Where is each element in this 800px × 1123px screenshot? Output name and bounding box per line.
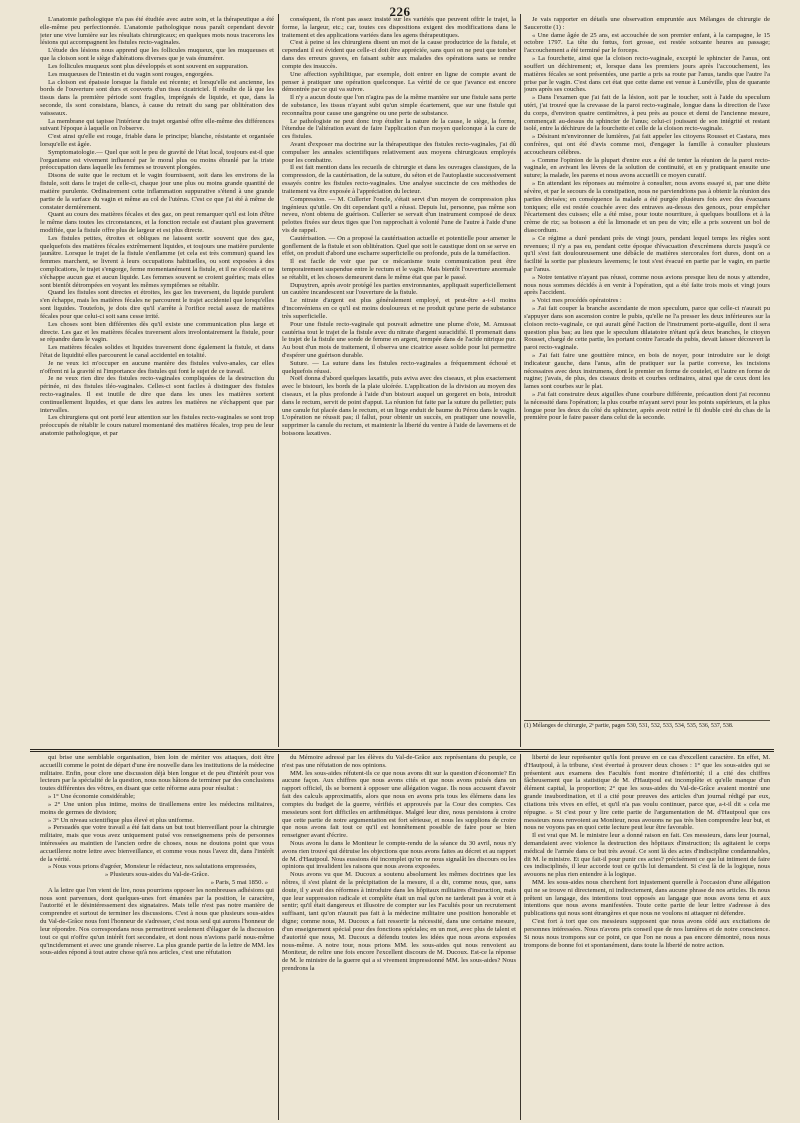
paragraph: Les choses sont bien différentes dès qu'il existe une communication plus large et directe. Les gaz et les matières fécales traversent alors involontairement la fistule, pour se répandre dans le vagin. [40,320,274,344]
paragraph: Disons de suite que le rectum et le vagin fournissent, soit dans les environs de la fistule, soit dans le trajet de celle-ci, chaque jour une plus ou moins grande quantité de matière purulente. Ordinairement cette inflammation suppurative s'étend à une grande partie de la surface du vagin et même au col de l'utérus. C'est ce que j'ai été à même de constater dernièrement. [40,172,274,211]
paragraph: Je ne veux ici m'occuper en aucune manière des fistules vulvo-anales, car elles n'offrent ni la gravité ni l'importance des fistules qui font le sujet de ce travail. [40,359,274,375]
paragraph: » Désirant m'environner de lumières, j'ai fait appeler les citoyens Rousset et Castara, mes confrères, qui ont été d'avis comme moi, d'engager la famille à consulter plusieurs accoucheurs célèbres. [524,133,770,156]
paragraph: Il n'y a aucun doute que l'on n'agira pas de la même manière sur une fistule sans perte de substance, les tissus n'ayant subi qu'un simple écartement, que sur une fistule qui reconnaîtra pour cause une gangrène ou une perte de substance. [282,94,516,117]
section-divider [30,749,774,750]
paragraph: » La fourchette, ainsi que la cloison recto-vaginale, excepté le sphincter de l'anus, ont souffert un déchirement; et, lorsque dans les premiers jours après l'accouchement, les matières fécales se sont présentées, une partie a pris sa route par l'anus, tandis que l'autre l'a prise par le vagin. C'est dans cet état que cette dame est venue à Lunéville, plus de quarante jours après ses couches. [524,55,770,94]
column-divider [278,754,279,1120]
paragraph: Suture. — La suture dans les fistules recto-vaginales a fréquemment échoué et quelquefois réussi. [282,359,516,375]
paragraph: » Nous vous prions d'agréer, Monsieur le rédacteur, nos salutations empressées, [48,863,257,871]
paragraph: » 2° Une union plus intime, moins de tiraillemens entre les médecins militaires, moins de germes de division; [40,800,274,816]
paragraph: Le nitrate d'argent est plus généralement employé, et peut-être a-t-il moins d'inconvéniens en ce qu'il est moins douloureux et ne produit qu'une perte de substance très superficielle. [282,297,516,320]
bottom-column-2 [282,754,516,1120]
paragraph: qui brise une semblable organisation, bien loin de mériter vos attaques, doit être accueilli comme le point de départ d'une ère nouvelle dans les institutions de la médecine militaire. Enfin, pour clore une discussion déjà bien longue et de peu d'intérêt pour vos lecteurs par la spécialité de la question, nous nous hâtons de terminer par des conclusions toutes différentes des vôtres, en disant que cette réforme aura pour résultat : [40,754,274,793]
paragraph: Cautérisation. — On a proposé la cautérisation actuelle et potentielle pour amener le gonflement de la fistule et son oblitération. Quel que soit le caustique dont on se serve en effet, on produit d'abord une escharre superficielle ou profonde, puis de la tuméfaction. [282,234,516,258]
paragraph: » Dans l'examen que j'ai fait de la lésion, soit par le toucher, soit à l'aide du speculum utéri, j'ai trouvé que la crevasse de la paroi recto-vaginale, longue dans la direction de l'axe du corps, d'environ quatre centimètres, à peu près au pouce et demi de l'ancienne mesure, commençait au-dessus du sphincter de l'anus; celui-ci jouissant de son intégrité et restant isolé, entre la déchirure de la fourchette et celle de la cloison recto-vaginale. [524,94,770,133]
paragraph: » 1° Une économie considérable; [48,793,135,801]
paragraph: « Une dame âgée de 25 ans, est accouchée de son premier enfant, à la campagne, le 15 octobre 1797. La tête du fœtus, fort grosse, est restée soixante heures au passage; l'accouchement a été terminé par le forceps. [524,31,770,55]
paragraph: Nous avons lu dans le Moniteur le compte-rendu de la séance du 30 avril, nous n'y avons rien trouvé qui détruise les objections que nous avons faites au décret et au rapport de M. d'Hautpoul. Nous eussions été incomplet qu'on ne nous signalât les discours ou les opinions qui invalident les raisons que nous avons exposées. [282,839,516,871]
paragraph: C'est ainsi qu'elle est rouge, friable dans le principe; blanche, résistante et organisée lorsqu'elle est âgée. [40,133,274,148]
top-column-3 [524,16,770,718]
bottom-column-1 [40,754,274,1120]
paragraph: Compression. — M. Cullerier l'oncle, s'était servi d'un moyen de compression plus ingénieux qu'utile. On dit cependant qu'il a réussi. Depuis lui, personne, pas même son neveu, n'ont obtenu de guérison. Cullerier se servait d'un instrument composé de deux pelottes fixées sur deux tiges que l'on rapprochait à volonté l'une de l'autre à l'aide d'une vis de rappel. [282,195,516,234]
paragraph: A la lettre que l'on vient de lire, nous pourrions opposer les nombreuses adhésions qui nous sont parvenues, dont quelques-unes fort émanées par la position, le caractère, l'autorité et le désintéressement des signataires. Mais telle n'est pas notre manière de comprendre et surtout de terminer les discussions. C'est à nous que plusieurs sous-aides du Val-de-Grâce nous font l'honneur de s'adresser, c'est nous seul qui aurons l'honneur de leur répondre. Nos correspondans nous permettront seulement d'élaguer de la discussion tout ce qui n'offre qu'un intérêt fort secondaire, et dont nous n'avions parlé nous-même qu'incidemment et avec une grande réserve. La plus grande partie de la lettre de MM. les sous-aides répond à tout autre chose qu'à nos articles, c'est une réfutation [40,886,274,957]
paragraph: » J'ai fait construire deux aiguilles d'une courbure différente, précaution dont j'ai reconnu la nécessité dans l'opération; la plus courbe m'ayant servi pour les points supérieurs, et la plus longue pour les deux du côté du sphincter, après avoir retiré le fil double ciré du chas de la première pour le faire passer dans celui de la seconde. [524,391,770,422]
paragraph: Nous avons vu que M. Ducoux a soutenu absolument les mêmes doctrines que les nôtres, il s'est plaint de la précipitation de la mesure, il a dit, comme nous, que, sans doute, il y avait des réformes à introduire dans les hôpitaux militaires d'instruction, mais que leur suppression radicale et complète était un mal qu'on ne tarderait pas à voir et à sentir; qu'il était dangereux et illusoire de compter sur les Facultés pour un recrutement suffisant, tant qu'on n'aurait pas fait à la médecine militaire une position honorable et digne; comme nous, M. Ducoux a fait ressortir la nécessité, dans une certaine mesure, d'un enseignement spécial pour des fonctions spéciales; en un mot, avec plus de talent et d'autorité que nous, M. Ducoux a défendu toutes les idées que nous avons exposées nous-même. A notre tour, nous prions MM. les sous-aides qui nous renvoient au Moniteur, de relire une fois encore l'excellent discours de M. Ducoux. Est-ce la réponse de M. le ministre de la guerre qui a si vivement impressionné MM. les sous-aides? Nous prendrons la [282,871,516,972]
paragraph: du Mémoire adressé par les élèves du Val-de-Grâce aux représentans du peuple, ce n'est pas une réfutation de nos opinions. [282,754,516,769]
paragraph: MM. les sous-aides nous cherchent fort injustement querelle à l'occasion d'une allégation qui ne se trouve ni directement, ni indirectement, dans aucune phrase de nos articles. Ils nous prêtent un langage, des intentions tout opposés au langage que nous avons tenu et aux intentions que nous avons manifestées. Toute cette partie de leur lettre s'adresse à des publications qui nous sont étrangères et que nous ne voulons ni attaquer ni défendre. [524,879,770,918]
paragraph: » Ce régime a duré pendant près de vingt jours, pendant lequel temps les règles sont revenues; il n'y a pas eu, pendant cette époque d'évacuation d'excrémens durcis jusqu'à ce qu'il s'est fait douloureusement une débâcle de matières stercorales fort dures, dont on a facilité la sortie par plusieurs lavemens; le tout s'est évacué en partie par le vagin, en partie par l'anus. [524,234,770,273]
paragraph: conséquent, ils n'ont pas assez insisté sur les variétés que peuvent offrir le trajet, la forme, la largeur, etc.; car, toutes ces dispositions exigent des modifications dans le traitement et des applications variées dans les agens thérapeutiques. [282,16,516,39]
paragraph: » J'ai fait faire une gouttière mince, en bois de noyer, pour introduire sur le doigt indicateur gauche, dans l'anus, afin de pratiquer sur la partie convexe, les incisions nécessaires avec deux instrumens, dont le premier en forme de coutelet, et l'autre en forme de rugine; j'avais, de plus, des ciseaux droits et courbes ordinaires, ainsi que de ceux dont les lames sont courbes sur le plat. [524,351,770,391]
paragraph: Il est fait mention dans les recueils de chirurgie et dans les ouvrages classiques, de la compression, de la cautérisation, de la suture, du séton et de l'autoplastie successivement essayés contre les fistules recto-vaginales. Une analyse succincte de ces méthodes de traitement va être exposée à l'appréciation du lecteur. [282,164,516,195]
paragraph: » Persuadés que votre travail a été fait dans un but tout bienveillant pour la chirurgie militaire, mais que vous avez uniquement puisé vos renseignemens près de personnes intéressées au maintien de l'ancien ordre de choses, nous ne doutons point que vous accueillerez notre lettre avec bienveillance, et comme vous nous l'avez dit, dans l'intérêt de la vérité. [40,824,274,863]
page-number: 226 [389,4,411,19]
section-divider [30,751,774,752]
paragraph: C'est à peine si les chirurgiens disent un mot de la cause productrice de la fistule, et cependant il est évident que celle-ci doit être appréciée, sans quoi on ne peut que tomber dans des erreurs graves, en faisant subir aux malades des opérations sans se rendre compte des insuccès. [282,39,516,70]
paragraph: Quant au cours des matières fécales et des gaz, on peut remarquer qu'il est loin d'être le même dans toutes les circonstances, et la fonction rectale est d'autant plus gravement modifiée, que la fistule offre plus de largeur et est plus directe. [40,211,274,234]
paragraph: Symptomatologie.— Quel que soit le peu de gravité de l'état local, toujours est-il que l'organisme est vivement influencé par le moral plus ou moins ébranlé par la triste préoccupation dans laquelle les femmes se trouvent plongées. [40,148,274,172]
paragraph: Les fistules petites, étroites et obliques ne laissent sortir souvent que des gaz, quelquefois des matières fécales extrêmement liquides, et toujours une matière purulente jaunâtre. Lorsque le trajet de la fistule s'enflamme (et cela est très commun) quand les femmes marchent, se livrent à leurs occupations habituelles, ou sont exposées à des complications, le trajet s'engorge, ferme momentanément la fistule, et il ne s'écoule et ne s'échappe aucun gaz et aucun liquide. Les femmes souvent se croient guéries; mais elles sont bientôt détrompées en voyant les mêmes symptômes se rétablir. [40,234,274,289]
paragraph: » 3° Un niveau scientifique plus élevé et plus uniforme. [48,816,194,824]
paragraph: Les follicules muqueux sont plus développés et sont souvent en suppuration. [48,62,249,70]
paragraph: Une affection syphilitique, par exemple, doit entrer en ligne de compte avant de penser à pratiquer une opération quelconque. La vérité de ce que j'avance est encore démontrée par ce qui va suivre. [282,70,516,94]
paragraph: Il est vrai que M. le ministre leur a donné raison en fait. Ces messieurs, dans leur journal, demandaient avec violence la destruction des hôpitaux d'instruction; ils agitaient le corps médical de l'armée dans ce but très avoué. Ce sont là des actes d'indiscipline condamnables, dit M. le ministre. Et que fait-il pour punir ces actes? précisément ce que lui intiment de faire ces indisciplinés, il leur accorde tout ce qu'ils lui demandent. Si c'est là de la logique, nous avouons ne plus rien entendre à la logique. [524,832,770,879]
paragraph: » En attendant les réponses au mémoire à consulter, nous avons essayé si, par une diète sévère, et par le secours de la constipation, nous ne parviendrions pas à obtenir la réunion des parties divisées; en conséquence la malade a été purgée plusieurs fois avec des évacuans toniques; elle est restée couchée avec des entraves au-dessus des genoux, pour empêcher l'écartement des cuisses; elle a été mise, pour toute nourriture, à quelques bouillons et à la crème de riz; sa boisson a été la limonade et un peu de vin; elle a pris souvent un bol de diascordium. [524,180,770,234]
paragraph: Les matières fécales solides et liquides traversent donc également la fistule, et dans l'état de liquidité elles parcourent le canal accidentel en totalité. [40,344,274,359]
column-divider [278,14,279,747]
top-column-2 [282,16,516,746]
paragraph: » Plusieurs sous-aides du Val-de-Grâce. [104,871,210,879]
paragraph: » Notre tentative n'ayant pas réussi, comme nous avions presque lieu de nous y attendre, nous nous sommes décidés à en venir à l'opération, qui a été faite trois mois et vingt jours après l'accident. [524,273,770,297]
paragraph: La cloison est épaissie lorsque la fistule est récente; et lorsqu'elle est ancienne, les bords de l'ouverture sont durs et couverts d'un tissu cicatriciel. Il résulte de là que les tissus dans la première période sont fragiles, imprégnés de liquide, et que, dans la seconde, ils sont consistans, blancs, à cause du retrait du sang par oblitération des vaisseaux. [40,78,274,117]
paragraph: » Paris, 5 mai 1850. » [210,879,268,886]
paragraph: Le pathologiste ne peut donc trop étudier la nature de la cause, le siège, la forme, l'étendue de l'altération avant de faire l'application d'un moyen quelconque à la cure de ces fistules. [282,117,516,141]
paragraph: Je ne veux rien dire des fistules recto-vaginales compliquées de la destruction du périnée, ni des fistules iléo-vaginales. Celles-ci sont faciles à distinguer des fistules recto-vaginales. Il est inutile de dire que dans les unes les matières sortent continuellement liquides, et que dans les autres les matières ne s'échappent que par intervalles. [40,375,274,414]
top-column-1 [40,16,274,746]
footnote: (1) Mélanges de chirurgie, 2ᵉ partie, pages 530, 531, 532, 533, 534, 535, 536, 537, 538. [524,720,770,730]
paragraph: Il est facile de voir que par ce mécanisme toute communication peut être temporairement suspendue entre le rectum et le vagin. Mais bientôt l'ouverture anormale se rétablit, et les choses demeurent dans le même état que par le passé. [282,258,516,281]
paragraph: » Comme l'opinion de la plupart d'entre eux a été de tenter la réunion de la paroi recto-vaginale, en avivant les lèvres de la solution de continuité, et en y pratiquant ensuite une suture; la malade, les parens et nous avons accueilli ce moyen curatif. [524,156,770,180]
paragraph: L'étude des lésions nous apprend que les follicules muqueux, que les muqueuses et que la cloison sont le siège d'altérations diverses que je vais énumérer. [40,47,274,63]
paragraph: Les muqueuses de l'intestin et du vagin sont rouges, engorgées. [48,70,214,78]
paragraph: Je vais rapporter en détails une observation empruntée aux Mélanges de chirurgie de Saucerotte (1) : [524,16,770,31]
paragraph: Les chirurgiens qui ont porté leur attention sur les fistules recto-vaginales se sont trop préoccupés de rétablir le cours naturel momentané des matières fécales, trop peu de leur anatomie pathologique, et par [40,414,274,438]
paragraph: liberté de leur représenter qu'ils font preuve en ce cas d'excellent caractère. En effet, M. d'Hautpoul, à la tribune, s'est évertué à prouver deux choses : 1° que les sous-aides qui se présentent aux examens des Facultés font montre d'infériorité; il a cité des chiffres fâcheusement que la statistique de M. d'Hautpoul est incomplète et qu'elle manque d'un élément capital, la proportion; 2° que les sous-aides du Val-de-Grâce avaient montré une grande insubordination, et il a cité pour preuves des articles d'un journal rédigé par eux, citations très vives en effet, et qu'il n'a pas voulu continuer, parce que, a-t-il dit « cela me répugne. » Si c'est pour y lire cette partie de l'argumentation de M. d'Hautpoul que ces messieurs nous renvoient au Moniteur, nous avouons ne pas très bien comprendre leur but, et nous ne voyons pas en quoi cette lecture peut leur être favorable. [524,754,770,832]
paragraph: C'est fort à tort que ces messieurs supposent que nous avons cédé aux excitations de personnes intéressées. Nous n'avons pris conseil que de nos lumières et de notre conscience. Si nous nous trompons sur ce point, ce que l'on ne nous a pas encore démontré, nous nous trompons de bonne foi et spontanément, dans toute la liberté de notre action. [524,918,770,949]
paragraph: Dupuytren, après avoir protégé les parties environnantes, appliquait superficiellement un cautère incandescent sur l'ouverture de la fistule. [282,281,516,297]
paragraph: Avant d'exposer ma doctrine sur la thérapeutique des fistules recto-vaginales, j'ai dû compulser les annales scientifiques relativement aux moyens chirurgicaux employés pour les combattre. [282,141,516,164]
paragraph: Quand les fistules sont directes et étroites, les gaz les traversent, du liquide purulent s'en échappe, mais les matières fécales ne parcourent le trajet accidentel que lorsqu'elles sont liquides. Toutefois, je dois dire qu'il s'arrête à l'orifice rectal assez de matières fécales pour que celui-ci soit sans cesse irrité. [40,289,274,320]
column-divider [520,754,521,1120]
paragraph: MM. les sous-aides réfutent-ils ce que nous avons dit sur la question d'économie? En aucune façon. Aux chiffres que nous avons cités et que nous avons puisés dans un rapport officiel, ils se bornent à opposer une allégation vague. Ils nous accusent d'avoir fait des calculs approximatifs, alors que nous en avons pris tous les élémens dans les comptes du budget de la guerre, vérifiés et approuvés par la Cour des comptes. Ces messieurs sont fort difficiles en arithmétique. Malgré leur dire, nous persistons à croire que cette partie de notre argumentation est fort sérieuse, et nous les supplions de croire que nous avons fait tout ce qu'il est honnêtement possible de faire pour se bien renseigner avant d'écrire. [282,769,516,840]
paragraph: La membrane qui tapisse l'intérieur du trajet organisé offre elle-même des différences suivant l'époque à laquelle on l'observe. [40,117,274,133]
column-divider [520,14,521,747]
paragraph: Noël donna d'abord quelques laxatifs, puis aviva avec des ciseaux, et plus exactement avec le bistouri, les bords de la plaie ulcérée. L'application de la division au moyen des ciseaux, et la plus profonde à l'aide d'un bistouri auquel un gorgeret en bois, introduit dans le rectum, servit de point d'appui. La réunion fut faite par la suture du pelletier; puis une canule fut placée dans le rectum, et un linge enduit de baume du Pérou dans le vagin. L'opération ne réussit pas; il fallut, pour obtenir un succès, en pratiquer une nouvelle, supprimer la canule du rectum, et maintenir la liberté du ventre à l'aide de lavemens et de boissons laxatives. [282,375,516,438]
paragraph: Pour une fistule recto-vaginale qui pouvait admettre une plume d'oie, M. Amussat cautérisa tout le trajet de la fistule avec du nitrate d'argent suracidifié. Il promenait dans le trajet de la fistule une sonde de femme en argent, trempée dans de l'acide nitrique pur. Au bout d'un mois de traitement, il observa une cicatrice assez solide pour lui permettre d'espérer une guérison durable. [282,320,516,359]
paragraph: » J'ai fait couper la branche ascendante de mon speculum, parce que celle-ci n'aurait pu s'appuyer dans son ascension contre le pubis, qu'elle ne l'a presser les deux inférieures sur la cloison recto-vaginale, ce qui aurait gêné l'action de l'instrument porte-aiguille, dont il sera question plus bas; au lieu que le speculum dilatatoire n'étant qu'à deux branches, le citoyen Rousset, chargé de cette partie, les portant contre l'arcade du pubis, devait laisser découvert la paroi recto-vaginale. [524,305,770,352]
bottom-column-3 [524,754,770,1120]
paragraph: » Voici mes procédés opératoires : [532,297,622,305]
paragraph: L'anatomie pathologique n'a pas été étudiée avec autre soin, et la thérapeutique a été elle-même peu perfectionnée. L'anatomie pathologique nous paraît cependant devoir jeter une vive lumière sur les résultats chirurgicaux; en quelques mots nous tracerons les lésions qui accompagnent les fistules recto-vaginales. [40,16,274,47]
